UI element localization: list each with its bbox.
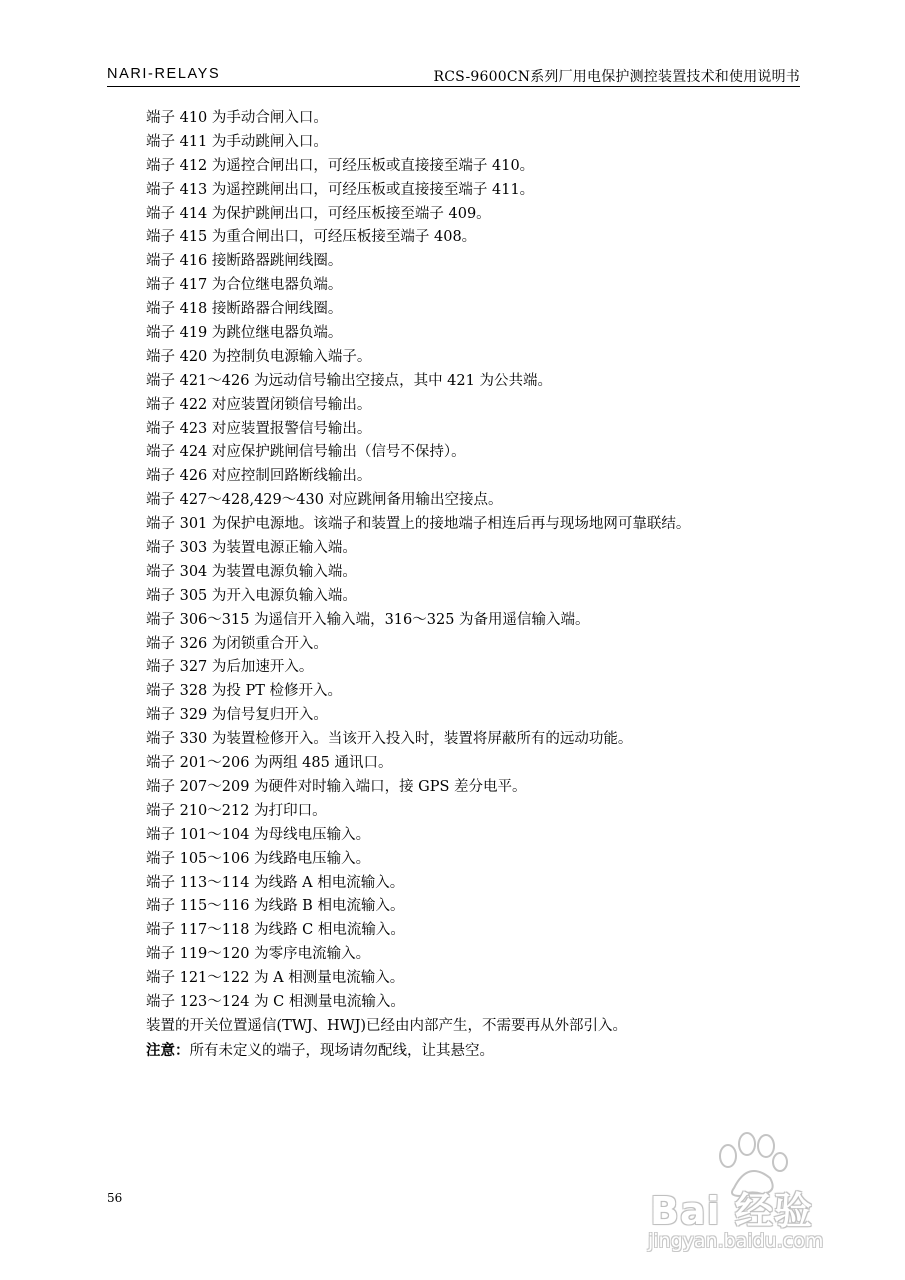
terminal-line: 端子 326 为闭锁重合开入。 xyxy=(146,635,328,652)
terminal-line: 端子 424 对应保护跳闸信号输出（信号不保持）。 xyxy=(146,444,466,461)
note-line xyxy=(146,1039,826,1063)
terminal-line: 端子 123～124 为 C 相测量电流输入。 xyxy=(146,993,405,1010)
terminal-description-list xyxy=(146,107,826,1063)
terminal-line: 端子 113～114 为线路 A 相电流输入。 xyxy=(146,874,405,891)
page-header xyxy=(107,64,800,87)
terminal-line: 端子 330 为装置检修开入。当该开入投入时，装置将屏蔽所有的远动功能。 xyxy=(146,731,633,748)
terminal-line: 端子 303 为装置电源正输入端。 xyxy=(146,540,357,557)
watermark-url: jingyan.baidu.com xyxy=(648,1230,824,1252)
terminal-line: 端子 201～206 为两组 485 通讯口。 xyxy=(146,755,393,772)
terminal-line: 装置的开关位置遥信(TWJ、HWJ)已经由内部产生，不需要再从外部引入。 xyxy=(146,1017,628,1034)
terminal-line: 端子 420 为控制负电源输入端子。 xyxy=(146,348,372,365)
terminal-line: 端子 414 为保护跳闸出口，可经压板接至端子 409。 xyxy=(146,205,491,222)
terminal-line: 端子 327 为后加速开入。 xyxy=(146,659,314,676)
terminal-line: 端子 419 为跳位继电器负端。 xyxy=(146,325,343,342)
terminal-line: 端子 117～118 为线路 C 相电流输入。 xyxy=(146,922,405,939)
terminal-line: 端子 426 对应控制回路断线输出。 xyxy=(146,468,372,485)
terminal-line: 端子 119～120 为零序电流输入。 xyxy=(146,946,371,963)
terminal-line: 端子 207～209 为硬件对时输入端口，接 GPS 差分电平。 xyxy=(146,778,527,795)
terminal-line: 端子 121～122 为 A 相测量电流输入。 xyxy=(146,970,405,987)
terminal-line: 端子 306～315 为遥信开入输入端，316～325 为备用遥信输入端。 xyxy=(146,611,590,628)
terminal-line: 端子 115～116 为线路 B 相电流输入。 xyxy=(146,898,405,915)
watermark-brand: Bai 经验 xyxy=(650,1189,813,1233)
terminal-line: 端子 411 为手动跳闸入口。 xyxy=(146,133,328,150)
terminal-line: 端子 413 为遥控跳闸出口，可经压板或直接接至端子 411。 xyxy=(146,181,535,198)
terminal-line: 端子 422 对应装置闭锁信号输出。 xyxy=(146,396,372,413)
terminal-line: 端子 105～106 为线路电压输入。 xyxy=(146,850,371,867)
terminal-line: 端子 210～212 为打印口。 xyxy=(146,802,327,819)
terminal-line: 端子 423 对应装置报警信号输出。 xyxy=(146,420,372,437)
header-document-title: RCS-9600CN系列厂用电保护测控装置技术和使用说明书 xyxy=(433,69,800,85)
header-company: NARI-RELAYS xyxy=(107,66,221,82)
note-label: 注意： xyxy=(146,1041,190,1059)
terminal-line: 端子 421～426 为远动信号输出空接点，其中 421 为公共端。 xyxy=(146,372,552,389)
terminal-line: 端子 415 为重合闸出口，可经压板接至端子 408。 xyxy=(146,229,477,246)
note-text: 所有未定义的端子，现场请勿配线，让其悬空。 xyxy=(189,1042,494,1059)
terminal-line: 端子 304 为装置电源负输入端。 xyxy=(146,563,357,580)
terminal-line: 端子 329 为信号复归开入。 xyxy=(146,707,328,724)
terminal-line: 端子 101～104 为母线电压输入。 xyxy=(146,826,371,843)
terminal-line: 端子 301 为保护电源地。该端子和装置上的接地端子相连后再与现场地网可靠联结。 xyxy=(146,516,691,533)
terminal-line: 端子 328 为投 PT 检修开入。 xyxy=(146,683,343,700)
terminal-line: 端子 418 接断路器合闸线圈。 xyxy=(146,301,343,318)
terminal-line: 端子 417 为合位继电器负端。 xyxy=(146,277,343,294)
terminal-line: 端子 416 接断路器跳闸线圈。 xyxy=(146,253,343,270)
baidu-jingyan-watermark xyxy=(640,1130,860,1260)
page-number: 56 xyxy=(107,1191,123,1205)
terminal-line: 端子 412 为遥控合闸出口，可经压板或直接接至端子 410。 xyxy=(146,157,535,174)
terminal-line: 端子 427～428,429～430 对应跳闸备用输出空接点。 xyxy=(146,492,503,509)
terminal-line: 端子 305 为开入电源负输入端。 xyxy=(146,587,357,604)
terminal-line: 端子 410 为手动合闸入口。 xyxy=(146,110,328,126)
